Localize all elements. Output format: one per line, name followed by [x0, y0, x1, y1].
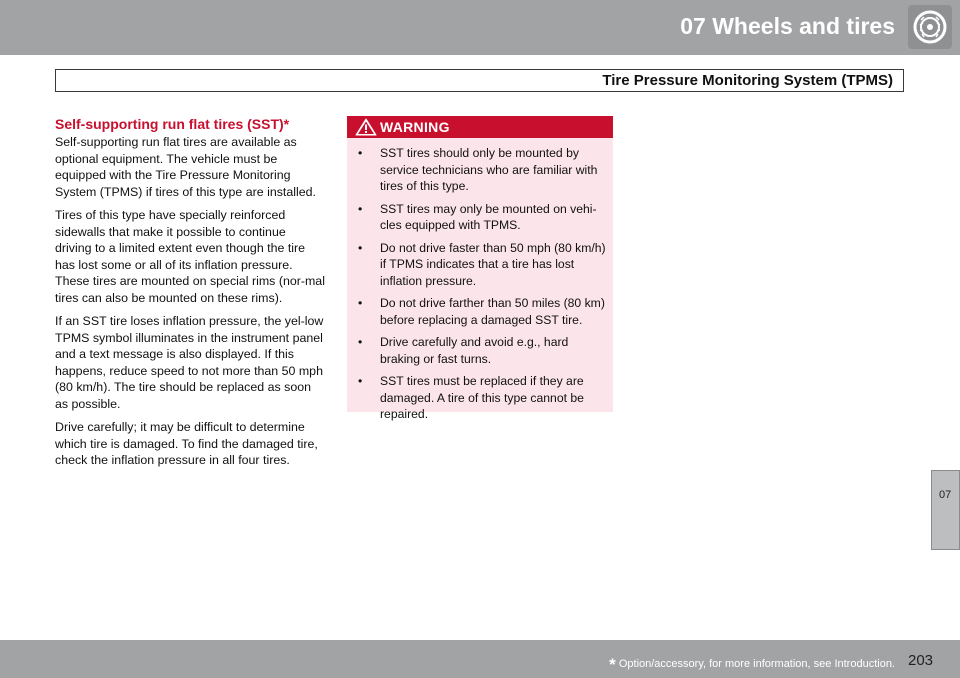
left-column: [55, 115, 325, 476]
page-footer: [0, 640, 960, 678]
footnote-text: Option/accessory, for more information, see Introduction.: [618, 658, 895, 670]
chapter-header: [0, 0, 960, 55]
warning-box: [347, 116, 613, 421]
chapter-tab: [931, 470, 960, 550]
paragraph: Tires of this type have specially reinforced sidewalls that make it possible to continue driving to a limited extent even though the tire has lost some or all of its inflation pressure. These tires are mounted on special rims (nor-mal tires can also be mounted on these rims).: [55, 208, 325, 305]
bullet-icon: •: [358, 146, 363, 160]
section-title: Tire Pressure Monitoring System (TPMS): [602, 72, 893, 89]
warning-item-text: SST tires may only be mounted on vehi-cles equipped with TPMS.: [380, 201, 597, 232]
footnote: [609, 655, 895, 675]
bullet-icon: •: [358, 240, 363, 255]
sst-heading: Self-supporting run flat tires (SST)*: [55, 116, 290, 132]
list-item: [357, 295, 607, 328]
list-item: [357, 240, 607, 290]
tire-icon: [908, 5, 952, 49]
warning-item-text: Do not drive faster than 50 mph (80 km/h) if TPMS indicates that a tire has lost inflation pressure.: [380, 240, 606, 288]
paragraph: Drive carefully; it may be difficult to determine which tire is damaged. To find the damaged tire, check the inflation pressure in all four tires.: [55, 420, 318, 467]
warning-item-text: SST tires must be replaced if they are damaged. A tire of this type cannot be repaired.: [380, 374, 584, 421]
section-title-bar: [55, 69, 904, 92]
footnote-star: *: [609, 655, 616, 674]
warning-item-text: Drive carefully and avoid e.g., hard braking or fast turns.: [380, 335, 569, 366]
paragraph: If an SST tire loses inflation pressure, the yel-low TPMS symbol illuminates in the instrument panel and a text message is also displayed. If this happens, reduce speed to not more than 50 mph (80 km/h). The tire should be replaced as soon as possible.: [55, 314, 324, 411]
list-item: [357, 145, 607, 195]
warning-triangle-icon: [355, 118, 377, 136]
bullet-icon: •: [358, 335, 363, 349]
warning-item-text: SST tires should only be mounted by service technicians who are familiar with tires of this type.: [380, 146, 598, 193]
list-item: [357, 201, 607, 234]
warning-list: [357, 145, 607, 429]
chapter-title: 07 Wheels and tires: [680, 13, 895, 39]
list-item: [357, 373, 607, 423]
warning-title: WARNING: [380, 119, 450, 135]
bullet-icon: •: [358, 374, 363, 388]
warning-header: [347, 116, 613, 138]
list-item: [357, 334, 607, 367]
page-number: 203: [908, 652, 934, 669]
bullet-icon: •: [358, 296, 363, 310]
warning-item-text: Do not drive farther than 50 miles (80 km) before replacing a damaged SST tire.: [380, 296, 605, 327]
paragraph: Self-supporting run flat tires are available as optional equipment. The vehicle must be equipped with the Tire Pressure Monitoring System (TPMS) if tires of this type are installed.: [55, 135, 316, 199]
bullet-icon: •: [358, 201, 363, 216]
chapter-tab-label: 07: [939, 489, 952, 501]
